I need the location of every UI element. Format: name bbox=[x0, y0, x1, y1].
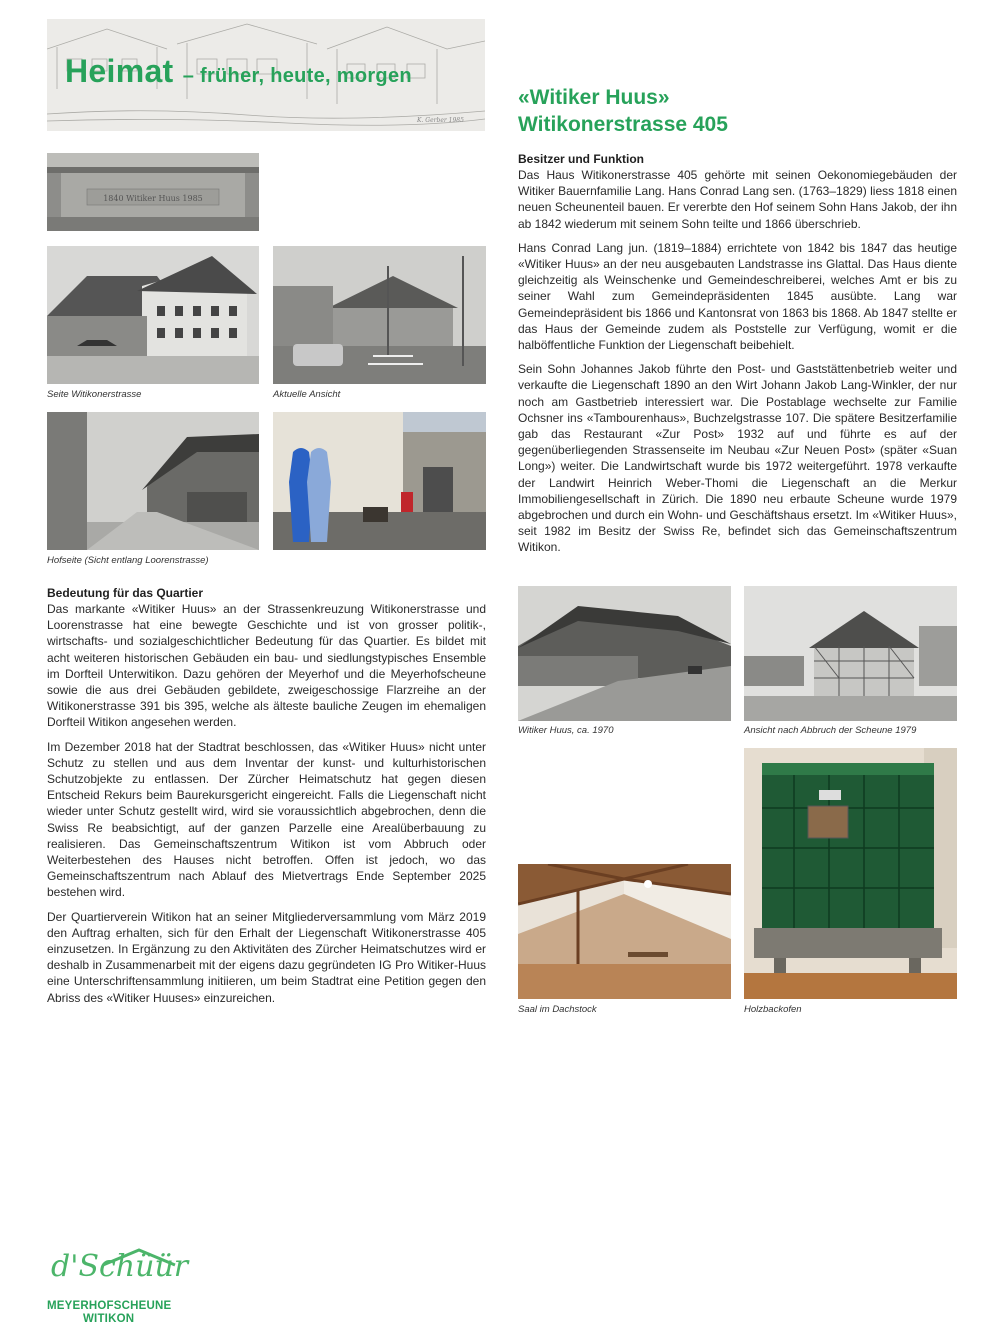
photo-aktuelle-ansicht bbox=[273, 246, 486, 384]
page-title-line2: Witikonerstrasse 405 bbox=[518, 113, 728, 136]
photo-hofseite-2 bbox=[273, 412, 486, 550]
header-banner bbox=[47, 19, 485, 131]
section-besitzer bbox=[518, 151, 957, 556]
photo-hofseite-1 bbox=[47, 412, 259, 550]
photo-saal bbox=[518, 864, 731, 999]
banner-subtitle: – früher, heute, morgen bbox=[182, 65, 412, 87]
photo-holzbackofen bbox=[744, 748, 957, 999]
heading-bedeutung: Bedeutung für das Quartier bbox=[47, 586, 204, 600]
svg-text:K. Gerber 1985: K. Gerber 1985 bbox=[417, 117, 464, 124]
caption-ofen: Holzbackofen bbox=[744, 1004, 802, 1015]
caption-abbruch: Ansicht nach Abbruch der Scheune 1979 bbox=[744, 725, 917, 736]
paragraph: Der Quartierverein Witikon hat an seiner Mitgliederversammlung vom März 2019 den Auftrag erhalten, sich für den Erhalt der Liegenschaft Witikonerstrasse 405 einzusetzen. In Ergänzung zu den Aktivitäten des Zürcher Heimatschutzes wird er deshalb in Zusammenarbeit mit der eigens dazu gegründeten IG Pro Witiker-Huus eine Unterschriftensammlung initiieren, um beim Stadtrat eine Petition gegen den Abriss des «Witiker Huuses» einzureichen. bbox=[47, 909, 486, 1005]
paragraph: Hans Conrad Lang jun. (1819–1884) errichtete von 1842 bis 1847 das heutige «Witiker Huus» an der neu ausgebauten Landstrasse ins Glattal. Das Haus diente gleichzeitig als Weinschenke und Gemeindeschreiberei, welches Amt er bis zu seiner Wahl zum Gemeindepräsidenten 1845 ausübte. Lang war Gemeindepräsident bis 1866 und Kantonsrat von 1863 bis 1868. Ab 1847 stellte er das Haus der Gemeinde zudem als Poststelle zur Verfügung, womit er die halböffentliche Funktion der Liegenschaft beibehielt. bbox=[518, 240, 957, 353]
logo-line2: WITIKON bbox=[83, 1313, 135, 1325]
section-bedeutung bbox=[47, 585, 486, 1006]
photo-lintel bbox=[47, 153, 259, 231]
photo-nach-abbruch bbox=[744, 586, 957, 721]
page-title bbox=[518, 84, 958, 138]
paragraph: Das markante «Witiker Huus» an der Strassenkreuzung Witikonerstrasse und Loorenstrasse hat eine bewegte Geschichte und ist von grosser politik-, wirtschafts- und sozialgeschichtlicher Bedeutung für das Quartier. Es bildet mit acht weiteren historischen Gebäuden ein bau- und siedlungstypisches Ensemble im Dorfteil Unterwitikon. Dazu gehören der Meyerhof und die Meyerhofscheune sowie die aus drei Gebäuden gebildete, zweigeschossige Flarzreihe an der Witikonerstrasse 391 bis 395, welche als älteste bauliche Zeugen im ehemaligen Dorfteil Witikon angesehen werden. bbox=[47, 602, 486, 730]
photo-seite-witikonerstrasse bbox=[47, 246, 259, 384]
page-title-line1: «Witiker Huus» bbox=[518, 86, 670, 109]
logo-line1: MEYERHOFSCHEUNE bbox=[47, 1300, 172, 1312]
caption-seite: Seite Witikonerstrasse bbox=[47, 389, 142, 400]
heading-besitzer: Besitzer und Funktion bbox=[518, 152, 644, 166]
lintel-inscription: 1840 Witiker Huus 1985 bbox=[103, 194, 203, 203]
logo bbox=[47, 1247, 197, 1327]
caption-huus1970: Witiker Huus, ca. 1970 bbox=[518, 725, 614, 736]
caption-aktuell: Aktuelle Ansicht bbox=[273, 389, 341, 400]
paragraph: Sein Sohn Johannes Jakob führte den Post- und Gaststättenbetrieb weiter und verkaufte die Liegenschaft 1890 an den Wirt Johann Jakob Lang-Winkler, der nur noch am Gastbetrieb interessiert war. Die Postablage wechselte zur Familie Ochsner ins «Tambourenhaus», Buchzelgstrasse 107. Die spätere Besitzerfamilie gab das Restaurant «Zur Post» 1932 auf und führte es auf der gegenüberliegenden Strassenseite im Neubau «Zur Neuen Post» (später «Suan Long») weiter. Die Landwirtschaft wurde bis 1972 weitergeführt. 1978 verkaufte der Landwirt Heinrich Weber-Thomi die Liegenschaft an die Merkur Immobiliengesellschaft in Zürich. Die 1890 neu erbaute Scheune wurde 1979 abgebrochen und durch ein Wohn- und Geschäftshaus ersetzt. Im «Witiker Huus», seit 1982 im Besitz der Swiss Re, befindet sich das Gemeinschaftszentrum Witikon. bbox=[518, 362, 957, 555]
photo-huus-1970 bbox=[518, 586, 731, 721]
caption-saal: Saal im Dachstock bbox=[518, 1004, 597, 1015]
caption-hofseite: Hofseite (Sicht entlang Loorenstrasse) bbox=[47, 555, 209, 566]
paragraph: Im Dezember 2018 hat der Stadtrat beschlossen, das «Witiker Huus» nicht unter Schutz zu stellen und aus dem Inventar der kunst- und kulturhistorischen Schutzobjekte zu entlassen. Der Zürcher Heimatschutz hat gegen diesen Entscheid Rekurs beim Baurekursgericht eingereicht. Falls die Liegenschaft nicht wieder unter Schutz gestellt wird, wird sie voraussichtlich abgebrochen, denn die Swiss Re beabsichtigt, auf der ganzen Parzelle eine Arealüberbauung zu realisieren. Das Gemeinschaftszentrum Witikon ist vom Abbruch oder Weiterbestehen des Hauses nicht betroffen. Offen ist jedoch, wo das Gemeinschaftszentrum nach Ablauf des Mietvertrags Ende September 2025 bestehen wird. bbox=[47, 739, 486, 900]
paragraph: Das Haus Witikonerstrasse 405 gehörte mit seinen Oekonomiegebäuden der Witiker Bauernfamilie Lang. Hans Conrad Lang sen. (1763–1829) liess 1818 einen neuen Scheunenteil bauen. Er vererbte den Hof seinem Sohn Hans Jakob, der ihn ab 1842 wiederum mit seinem Sohn teilte und 1866 überschrieb. bbox=[518, 168, 957, 231]
banner-title: Heimat – früher, heute, morgen bbox=[65, 53, 412, 89]
logo-script: d'Schüür bbox=[51, 1249, 189, 1284]
